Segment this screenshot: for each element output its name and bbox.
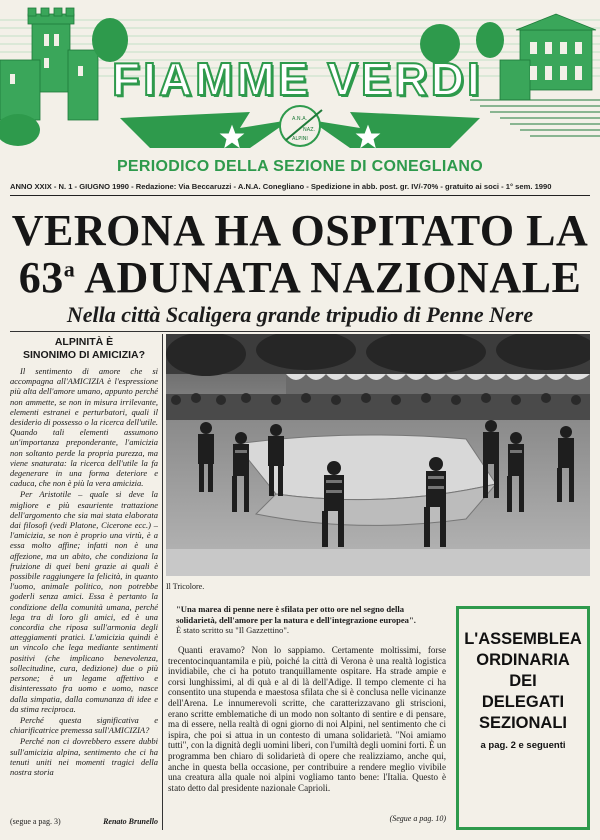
quote-source: È stato scritto su "Il Gazzettino".	[176, 625, 289, 635]
left-paragraph: Per Aristotile – quale si deve la migliore e più esauriente trattazione dell'argomento che sia mai stata elaborata dai filosofi (vedi Platone, Cicerone ecc.) – l'amicizia, se non è proprio una virtù, è a essa molto affine; infatti non è una affezione, ma un abito, che condiziona la fruizione di quei beni grazie ai quali è possibile raggiungere la felicità, in quanto l'uomo, animale politico, non potrebbe goderli senza amici. Essa è pertanto la condizione della comunità umana, perché lega tra di loro gli amici, ed è una concordia che riposa sull'armonia degli atteggiamenti pratici. L'amicizia quindi è un vincolo che lega mediante sentimenti positivi (che implicano benevolenza, sollecitudine, cura, dedizione) due o più persone; è un legame affettivo e disinteressato fra uomo e uomo, nasce dalla simpatia, dalla comunanza di idee e da stima reciproca.	[10, 489, 158, 714]
continued-note: (Segue a pag. 10)	[389, 814, 446, 824]
pull-quote	[176, 604, 446, 636]
svg-text:NAZ.: NAZ.	[303, 127, 316, 133]
author-name: Renato Brunello	[103, 817, 158, 826]
divider	[10, 331, 590, 332]
headline-deck: Nella città Scaligera grande tripudio di Penne Nere	[66, 302, 534, 327]
masthead	[0, 0, 600, 150]
assembly-announcement-box	[456, 606, 590, 830]
left-article-footer	[10, 817, 158, 826]
continued-note: (segue a pag. 3)	[10, 817, 61, 826]
left-article	[10, 334, 158, 834]
svg-text:A.N.A.: A.N.A.	[292, 116, 308, 122]
parade-photo	[166, 334, 590, 576]
assembly-page-reference: a pag. 2 e seguenti	[480, 740, 566, 751]
left-paragraph: Perché non ci dovrebbero essere dubbi sull'amicizia alpina, sentimento che ci ha tenuti uniti nei momenti tragici della nostra storia	[10, 736, 158, 777]
left-article-body	[10, 366, 158, 777]
assembly-title: L'ASSEMBLEA ORDINARIA DEI DELEGATI SEZIONALI	[464, 630, 582, 732]
left-article-title: ALPINITÀ È SINONIMO DI AMICIZIA?	[22, 336, 146, 361]
headline-line-1: VERONA HA OSPITATO LA	[11, 206, 589, 255]
headline-line-2-text: ADUNATA NAZIONALE	[84, 253, 582, 302]
periodical-subtitle: PERIODICO DELLA SEZIONE DI CONEGLIANO	[116, 158, 484, 175]
main-paragraph: Quanti eravamo? Non lo sappiamo. Certamente moltissimi, forse trecentocinquantamila e più, poiché la città di Verona è una realtà logistica invidiabile, che ci ha potuto tranquillamente ospitare. Ha strade ampie e corsi lunghissimi, al di quà e al di là dell'Adige. Il tempo clemente ci ha consentito una stupenda e maestosa sfilata che si è conclusa nelle vicinanze dell'Arena. Le innumerevoli scritte, che caratterizzavano gli striscioni, erano scritte emblematiche di un modo non soltanto di sentire e di pensare, ma di essere, nella realtà di ogni giorno di noi Alpini, nel sentimento che ci ispira, che poi si attua in un contesto di umana solidarietà. "Noi amiamo tutti", con la dignità degli uomini liberi, con l'umiltà degli uomini forti. È un programma ben chiaro di solidarietà di opere che realizziamo, anche qui, anche in questa bella occasione, per contribuire a rendere meglio vivibile una creatura alla quale noi alpini vogliamo tanto bene: l'Italia. Questo è stato detto dal presidente nazionale Caprioli.	[168, 645, 446, 793]
main-article	[168, 645, 446, 825]
headline-number: 63	[18, 253, 64, 302]
headline-ordinal: a	[63, 256, 76, 282]
left-paragraph: Il sentimento di amore che si accompagna all'AMICIZIA è l'espressione più alta dell'amore umano, appunto perché non ammette, se non in misura irrilevante, elementi estranei e perturbatori, quali il desiderio di possesso o la ricerca dell'utile. Quando tali elementi assumono un'importanza preponderante, l'amicizia non soltanto perde la propria purezza, ma viene snaturata: la ricerca dell'utile la fa degenerare in una forma deteriore e caduca, che non è più la vera amicizia.	[10, 366, 158, 489]
left-paragraph: Perché questa significativa e chiarificatrice premessa sull'AMICIZIA?	[10, 714, 158, 736]
column-divider	[162, 334, 163, 830]
parade-photo-image	[166, 334, 590, 576]
svg-text:ALPINI: ALPINI	[292, 136, 308, 142]
issue-info-line: ANNO XXIX - N. 1 - GIUGNO 1990 - Redazione: Via Beccaruzzi - A.N.A. Conegliano - Spedizione in abb. post. gr. IV/-70% - gratuito ai soci - 1° sem. 1990	[10, 182, 590, 196]
newspaper-title: FIAMME VERDI	[112, 53, 483, 105]
photo-caption: Il Tricolore.	[166, 582, 205, 591]
quote-text: "Una marea di penne nere è sfilata per otto ore nel segno della solidarietà, dell'amore per la natura e dell'integrazione europea".	[176, 604, 416, 625]
headline-line-2	[0, 252, 600, 303]
